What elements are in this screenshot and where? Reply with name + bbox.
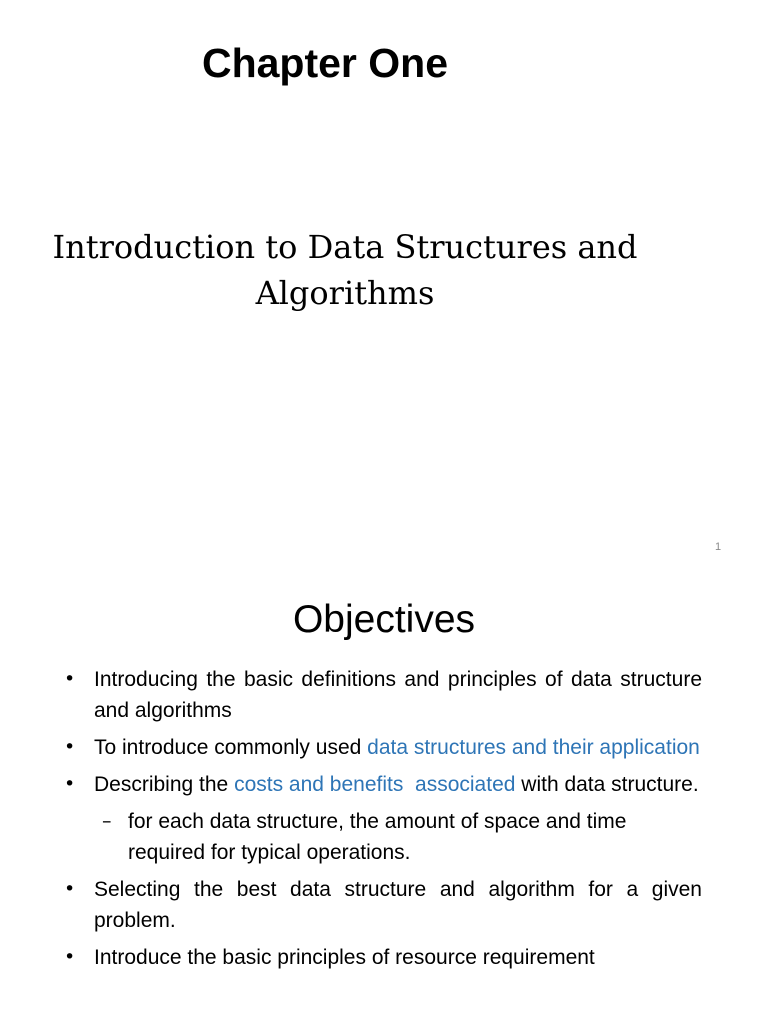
- spacer-text: [403, 773, 415, 796]
- highlighted-text: costs and benefits: [234, 773, 404, 796]
- list-item: [64, 769, 702, 800]
- bullet-text: Introducing the basic definitions and principles of data structure and algorithms: [94, 668, 702, 722]
- highlighted-text: associated: [415, 773, 516, 796]
- slide-2: [0, 576, 768, 1024]
- highlighted-text: data structures and their application: [367, 736, 700, 759]
- dash-bullet-icon: –: [102, 810, 112, 832]
- bullet-icon: •: [64, 736, 76, 758]
- bullet-text: for each data structure, the amount of space and time required for typical operations.: [128, 810, 627, 864]
- bullet-icon: •: [64, 668, 76, 690]
- chapter-title: Chapter One: [201, 40, 449, 86]
- page-number: 1: [714, 541, 722, 553]
- subtitle-line-1: Introduction to Data Structures and: [52, 228, 638, 266]
- list-item: [64, 664, 702, 726]
- chapter-subtitle: [0, 224, 690, 316]
- bullet-text: with data structure.: [515, 773, 699, 796]
- list-item: [64, 732, 702, 763]
- bullet-icon: •: [64, 946, 76, 968]
- bullet-icon: •: [64, 878, 76, 900]
- bullet-icon: •: [64, 773, 76, 795]
- objectives-title: Objectives: [292, 598, 476, 641]
- bullet-text: Selecting the best data structure and algorithm for a given problem.: [94, 878, 702, 932]
- bullet-text: Describing the: [94, 773, 235, 796]
- list-item: [64, 942, 702, 973]
- objectives-list: [64, 664, 702, 979]
- sub-list-item: [102, 806, 702, 868]
- bullet-text: Introduce the basic principles of resource requirement: [94, 946, 595, 969]
- list-item: [64, 874, 702, 936]
- subtitle-line-2: Algorithms: [255, 274, 435, 312]
- bullet-text: To introduce commonly used: [94, 736, 368, 759]
